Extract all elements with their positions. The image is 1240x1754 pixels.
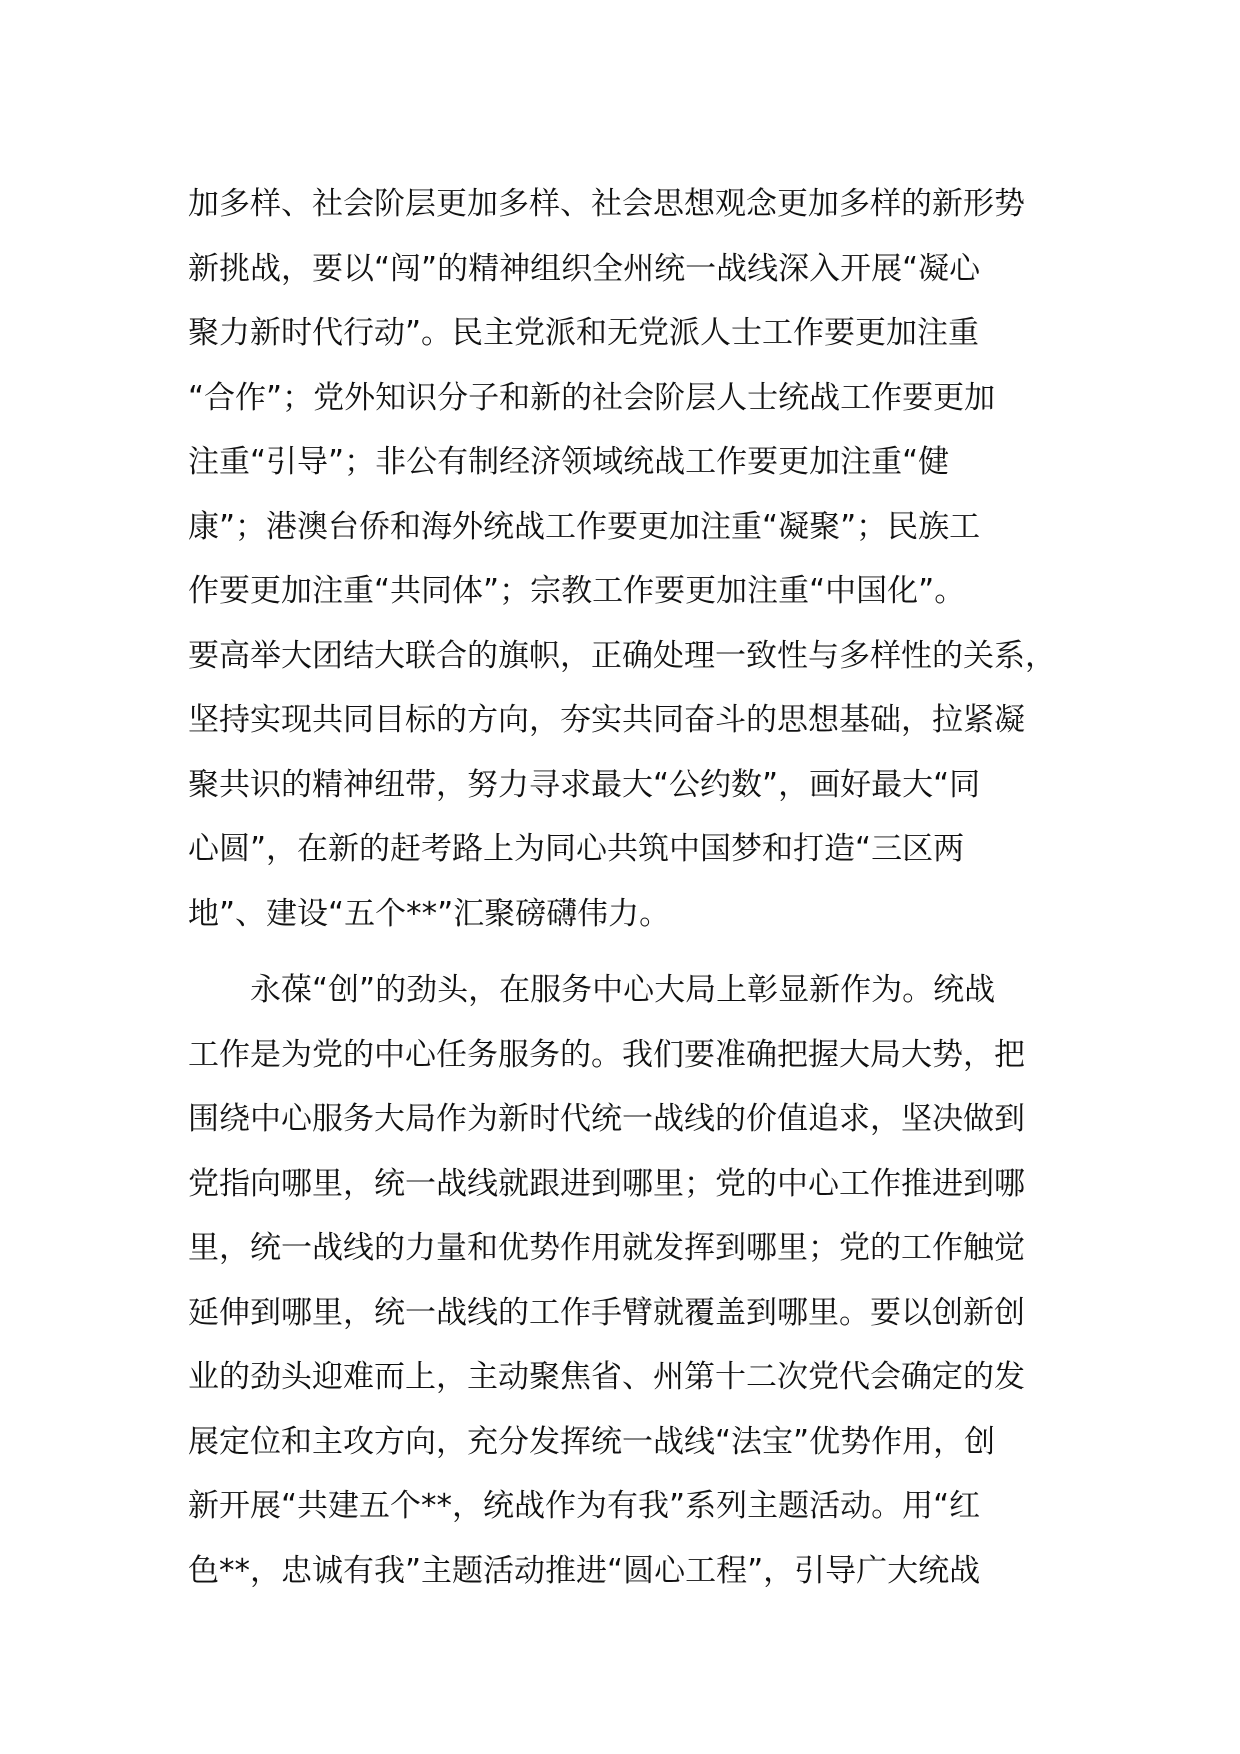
paragraph-line: 围绕中心服务大局作为新时代统一战线的价值追求，坚决做到: [188, 1101, 1025, 1137]
paragraph-line: 注重“引导”；非公有制经济领域统战工作要更加注重“健: [188, 444, 950, 480]
paragraph-line: “合作”；党外知识分子和新的社会阶层人士统战工作要更加: [188, 379, 996, 416]
paragraph-line: 党指向哪里，统一战线就跟进到哪里；党的中心工作推进到哪: [188, 1165, 1025, 1202]
paragraph-line: 康”；港澳台侨和海外统战工作要更加注重“凝聚”；民族工: [188, 508, 981, 545]
paragraph-line: 工作是为党的中心任务服务的。我们要准确把握大局大势，把: [188, 1036, 1025, 1073]
paragraph-2: [188, 958, 1068, 1603]
paragraph-line: 聚共识的精神纽带，努力寻求最大“公约数”，画好最大“同: [188, 766, 981, 803]
paragraph-line: 加多样、社会阶层更加多样、社会思想观念更加多样的新形势: [188, 186, 1025, 222]
paragraph-line: 要高举大团结大联合的旗帜，正确处理一致性与多样性的关系，: [188, 637, 1056, 674]
paragraph-line: 坚持实现共同目标的方向，夯实共同奋斗的思想基础，拉紧凝: [188, 702, 1025, 738]
paragraph-line: 新挑战，要以“闯”的精神组织全州统一战线深入开展“凝心: [188, 250, 981, 287]
paragraph-line: 聚力新时代行动”。民主党派和无党派人士工作要更加注重: [188, 315, 980, 351]
paragraph-line: 作要更加注重“共同体”；宗教工作要更加注重“中国化”。: [188, 573, 966, 609]
paragraph-line: 业的劲头迎难而上，主动聚焦省、州第十二次党代会确定的发: [188, 1359, 1025, 1395]
paragraph-line: 展定位和主攻方向，充分发挥统一战线“法宝”优势作用，创: [188, 1423, 996, 1460]
paragraph-line: 新开展“共建五个**，统战作为有我”系列主题活动。用“红: [188, 1488, 981, 1524]
paragraph-line: 地”、建设“五个**”汇聚磅礴伟力。: [188, 895, 671, 932]
paragraph-line: 心圆”，在新的赶考路上为同心共筑中国梦和打造“三区两: [188, 831, 965, 867]
paragraph-line: 里，统一战线的力量和优势作用就发挥到哪里；党的工作触觉: [188, 1230, 1025, 1266]
paragraph-1: [188, 172, 1068, 946]
paragraph-line: 延伸到哪里，统一战线的工作手臂就覆盖到哪里。要以创新创: [188, 1294, 1025, 1331]
paragraph-line: 色**，忠诚有我”主题活动推进“圆心工程”，引导广大统战: [188, 1552, 981, 1589]
paragraph-line: 永葆“创”的劲头，在服务中心大局上彰显新作为。统战: [250, 972, 996, 1008]
